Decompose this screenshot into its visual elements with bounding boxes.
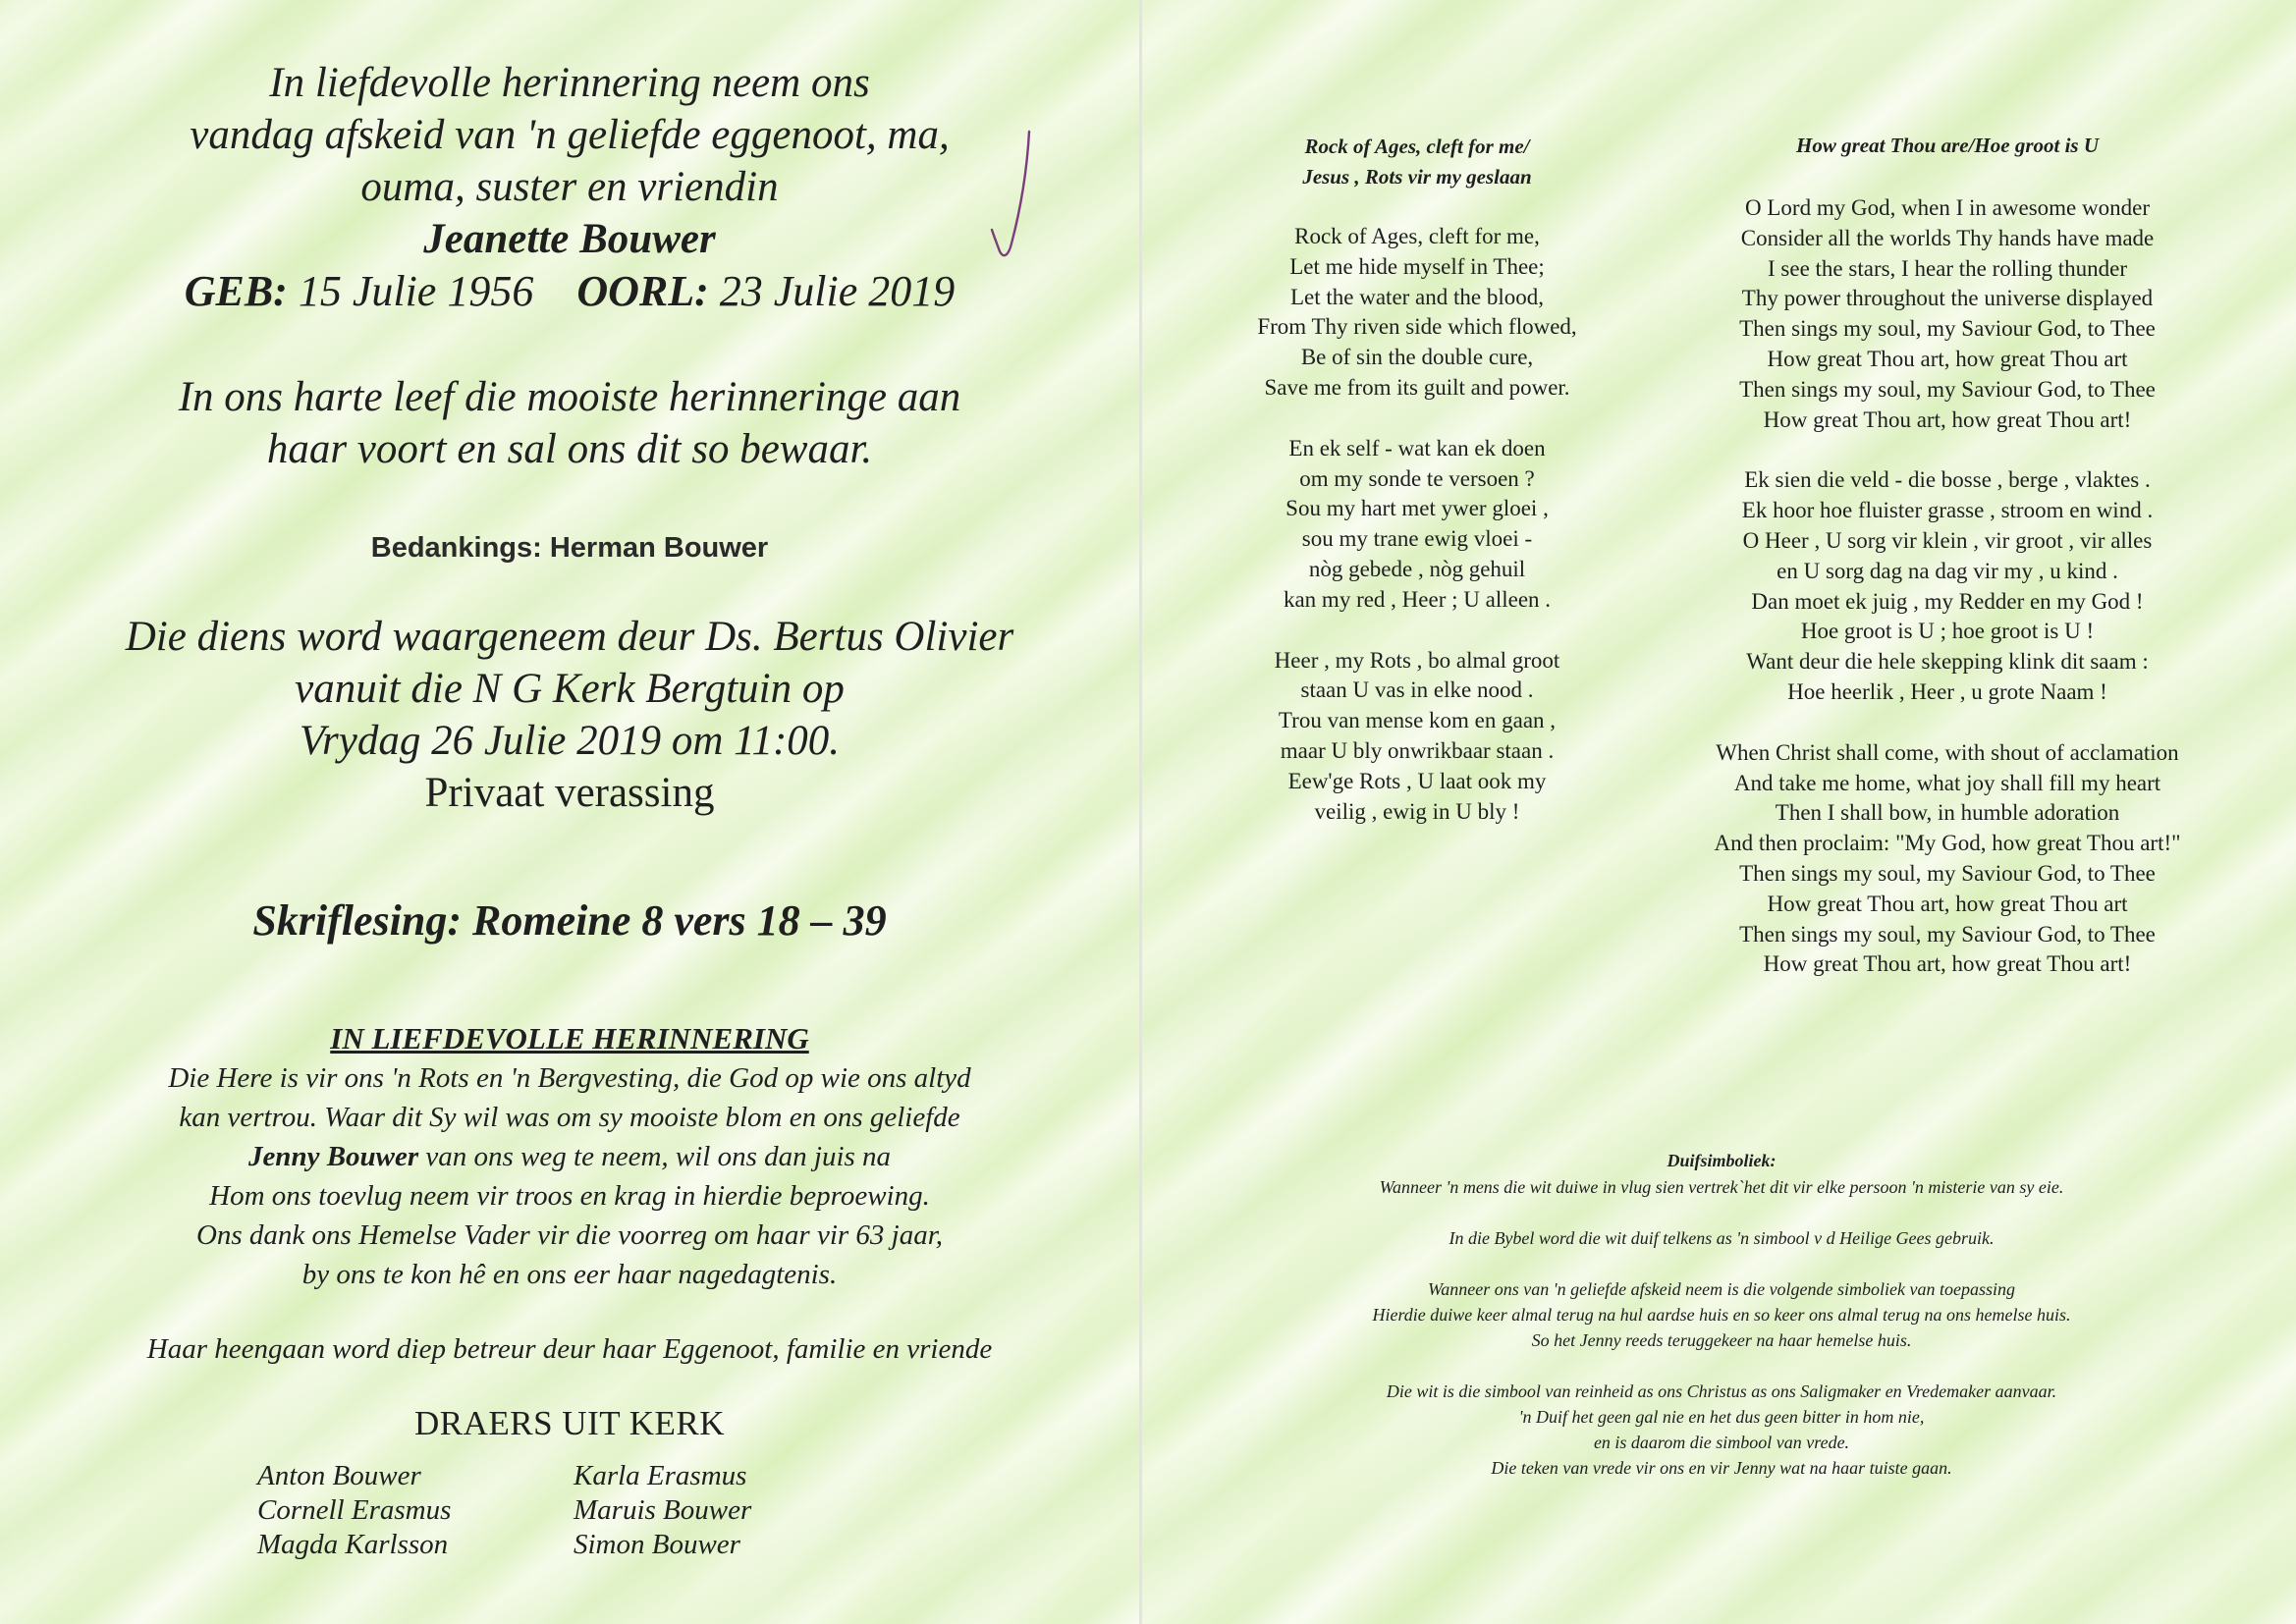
dove-line: Wanneer ons van 'n geliefde afskeid neem is die volgende simboliek van toepassing	[1427, 1279, 2016, 1299]
lyric-line: nòg gebede , nòg gehuil	[1308, 556, 1526, 581]
lyric-line: Consider all the worlds Thy hands have made	[1740, 225, 2155, 250]
service-line: Die diens word waargeneem deur Ds. Bertus Olivier	[125, 614, 1014, 660]
lyric-line: Then I shall bow, in humble adoration	[1775, 800, 2120, 826]
memorial-line: Ons dank ons Hemelse Vader vir die voorreg om haar vir 63 jaar,	[195, 1219, 944, 1251]
dates-line	[39, 265, 1100, 317]
born-date: 15 Julie 1956	[298, 267, 534, 315]
lyric-line: When Christ shall come, with shout of acclamation	[1716, 739, 2179, 765]
lyric-line: om my sonde te versoen ?	[1299, 465, 1535, 491]
died-label: OORL:	[576, 267, 709, 315]
pallbearer-name: Magda Karlsson	[257, 1529, 449, 1560]
pallbearers-column-2	[574, 1459, 751, 1562]
lyric-line: Sou my hart met ywer gloei ,	[1285, 496, 1549, 521]
pallbearers-column-1	[257, 1459, 451, 1562]
lyric-line: How great Thou art, how great Thou art!	[1763, 406, 2132, 432]
right-page	[1142, 0, 2296, 1624]
intro-block	[39, 57, 1100, 317]
memorial-line: Die Here is vir ons 'n Rots en 'n Bergvesting, die God op wie ons altyd	[168, 1062, 971, 1094]
service-block	[20, 611, 1120, 819]
intro-line: In liefdevolle herinnering neem ons	[269, 60, 870, 106]
lyric-line: Let the water and the blood,	[1289, 284, 1545, 309]
memorial-body	[39, 1058, 1100, 1294]
dove-line: Wanneer 'n mens die wit duiwe in vlug sien vertrek`het dit vir elke persoon 'n misterie van sy eie.	[1379, 1177, 2064, 1197]
thanks-line: Bedankings: Herman Bouwer	[370, 532, 769, 564]
hearts-block	[39, 371, 1100, 475]
lyric-line: O Lord my God, when I in awesome wonder	[1745, 195, 2150, 220]
stanza	[1181, 646, 1653, 828]
dove-paragraph	[1221, 1225, 2222, 1251]
memorial-title: IN LIEFDEVOLLE HERINNERING	[330, 1021, 809, 1056]
lyric-line: Want deur die hele skepping klink dit saam :	[1746, 649, 2149, 675]
mourning-line: Haar heengaan word diep betreur deur haar Eggenoot, familie en vriende	[146, 1333, 993, 1365]
memorial-line: by ons te kon hê en ons eer haar nagedagtenis.	[301, 1259, 838, 1290]
scripture-reading: Skriflesing: Romeine 8 vers 18 – 39	[252, 896, 887, 945]
pallbearers-title: DRAERS UIT KERK	[413, 1404, 726, 1442]
lyric-line: Save me from its guilt and power.	[1264, 374, 1570, 400]
lyric-line: Be of sin the double cure,	[1300, 345, 1534, 370]
lyric-line: Trou van mense kom en gaan ,	[1278, 708, 1557, 733]
lyric-line: From Thy riven side which flowed,	[1257, 314, 1577, 340]
dove-line: Die wit is die simbool van reinheid as ons Christus as ons Saligmaker en Vredemaker aanvaar.	[1386, 1381, 2057, 1401]
hymn-1-lyrics	[1181, 222, 1653, 857]
dove-paragraph	[1221, 1276, 2222, 1353]
hearts-line: haar voort en sal ons dit so bewaar.	[266, 426, 873, 472]
lyric-line: Hoe groot is U ; hoe groot is U !	[1800, 619, 2095, 644]
stanza	[1633, 738, 2262, 980]
lyric-line: Then sings my soul, my Saviour God, to Thee	[1739, 860, 2156, 886]
lyric-line: sou my trane ewig vloei -	[1301, 526, 1533, 552]
hymn-title-line: Rock of Ages, cleft for me/	[1304, 135, 1530, 158]
hymn-2-title: How great Thou are/Hoe groot is U	[1795, 134, 2100, 157]
lyric-line: Then sings my soul, my Saviour God, to Thee	[1739, 316, 2156, 342]
lyric-line: Then sings my soul, my Saviour God, to Thee	[1739, 376, 2156, 402]
dove-line: Die teken van vrede vir ons en vir Jenny wat na haar tuiste gaan.	[1491, 1458, 1952, 1478]
dove-paragraph	[1221, 1379, 2222, 1481]
dove-paragraph	[1221, 1174, 2222, 1200]
lyric-line: O Heer , U sorg vir klein , vir groot , vir alles	[1742, 527, 2153, 553]
lyric-line: staan U vas in elke nood .	[1300, 677, 1534, 703]
service-line: vanuit die N G Kerk Bergtuin op	[295, 666, 845, 712]
pallbearer-name: Karla Erasmus	[574, 1460, 747, 1491]
hymn-1-title	[1221, 132, 1613, 192]
lyric-line: En ek self - wat kan ek doen	[1288, 435, 1546, 460]
pallbearer-name: Cornell Erasmus	[257, 1494, 452, 1526]
lyric-line: I see the stars, I hear the rolling thunder	[1768, 255, 2127, 281]
pallbearer-name: Simon Bouwer	[574, 1529, 740, 1560]
dove-line: en is daarom die simbool van vrede.	[1593, 1433, 1850, 1452]
deceased-name: Jeanette Bouwer	[423, 216, 716, 262]
lyric-line: maar U bly onwrikbaar staan .	[1280, 737, 1555, 763]
lyric-line: And take me home, what joy shall fill my heart	[1733, 770, 2161, 795]
lyric-line: Then sings my soul, my Saviour God, to Thee	[1739, 921, 2156, 947]
lyric-line: Let me hide myself in Thee;	[1289, 253, 1545, 279]
lyric-line: en U sorg dag na dag vir my , u kind .	[1777, 558, 2118, 583]
memorial-line	[39, 1137, 1100, 1176]
hymn-title-line: Jesus , Rots vir my geslaan	[1302, 165, 1532, 189]
memorial-line: Hom ons toevlug neem vir troos en krag in hierdie beproewing.	[209, 1180, 930, 1212]
pallbearer-name: Anton Bouwer	[257, 1460, 421, 1491]
lyric-line: Eew'ge Rots , U laat ook my	[1287, 768, 1547, 793]
handwritten-tick-mark	[982, 128, 1041, 265]
left-page	[0, 0, 1139, 1624]
memorial-name: Jenny Bouwer	[247, 1141, 419, 1172]
dove-line: 'n Duif het geen gal nie en het dus geen bitter in hom nie,	[1518, 1407, 1925, 1427]
hearts-line: In ons harte leef die mooiste herinneringe aan	[178, 374, 961, 420]
lyric-line: Hoe heerlik , Heer , u grote Naam !	[1787, 678, 2107, 704]
lyric-line: How great Thou art, how great Thou art	[1767, 891, 2128, 916]
dove-line: In die Bybel word die wit duif telkens as 'n simbool v d Heilige Gees gebruik.	[1449, 1228, 1995, 1248]
hymn-2-lyrics	[1633, 193, 2262, 1010]
dove-line: So het Jenny reeds teruggekeer na haar hemelse huis.	[1531, 1330, 1912, 1350]
intro-line: vandag afskeid van 'n geliefde eggenoot, ma,	[190, 112, 950, 158]
lyric-line: How great Thou art, how great Thou art	[1767, 346, 2128, 371]
memorial-line-rest: van ons weg te neem, wil ons dan juis na	[418, 1141, 892, 1172]
dove-line: Hierdie duiwe keer almal terug na hul aardse huis en so keer ons almal terug na ons hemelse huis.	[1372, 1305, 2071, 1325]
memorial-line: kan vertrou. Waar dit Sy wil was om sy mooiste blom en ons geliefde	[179, 1102, 960, 1133]
intro-line: ouma, suster en vriendin	[360, 164, 779, 210]
lyric-line: kan my red , Heer ; U alleen .	[1283, 586, 1552, 612]
lyric-line: Thy power throughout the universe displayed	[1741, 286, 2154, 311]
dove-symbolism-body	[1221, 1174, 2222, 1506]
dove-symbolism-title: Duifsimboliek:	[1667, 1151, 1777, 1170]
lyric-line: Dan moet ek juig , my Redder en my God !	[1751, 588, 2144, 614]
stanza	[1181, 434, 1653, 616]
stanza	[1633, 465, 2262, 707]
service-line: Vrydag 26 Julie 2019 om 11:00.	[299, 718, 841, 764]
pallbearer-name: Maruis Bouwer	[574, 1494, 752, 1526]
died-date: 23 Julie 2019	[719, 267, 956, 315]
stanza	[1633, 193, 2262, 435]
lyric-line: Ek sien die veld - die bosse , berge , vlaktes .	[1744, 467, 2151, 493]
lyric-line: Heer , my Rots , bo almal groot	[1274, 647, 1560, 673]
cremation-line: Privaat verassing	[424, 770, 715, 816]
born-label: GEB:	[184, 267, 288, 315]
lyric-line: Rock of Ages, cleft for me,	[1294, 224, 1540, 248]
lyric-line: veilig , ewig in U bly !	[1314, 798, 1520, 824]
lyric-line: Ek hoor hoe fluister grasse , stroom en wind .	[1741, 498, 2154, 523]
lyric-line: How great Thou art, how great Thou art!	[1763, 951, 2132, 977]
stanza	[1181, 222, 1653, 404]
lyric-line: And then proclaim: "My God, how great Thou art!"	[1714, 831, 2181, 856]
